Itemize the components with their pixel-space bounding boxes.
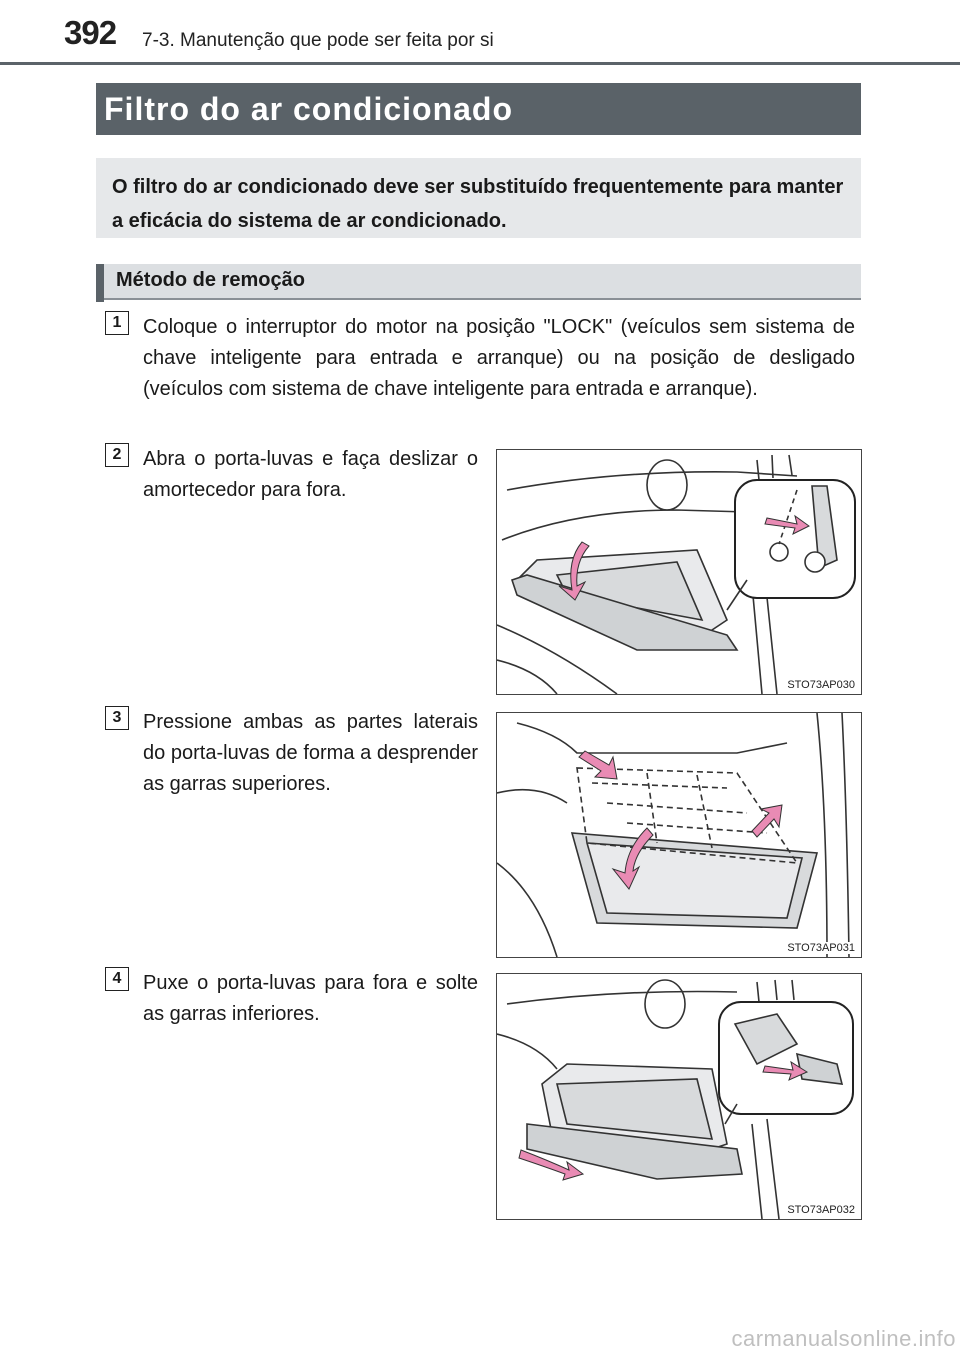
figure-glovebox-open: [496, 449, 862, 695]
section-title: 7-3. Manutenção que pode ser feita por si: [142, 30, 494, 51]
sub-heading: Método de remoção: [96, 264, 861, 300]
step-text-3: Pressione ambas as partes laterais do porta-luvas de forma a desprender as garras superiores.: [143, 711, 478, 795]
figure-glovebox-pull: [496, 973, 862, 1220]
figure-code-3: STO73AP031: [787, 942, 855, 954]
page-number: 392: [64, 14, 117, 51]
step-text-4: Puxe o porta-luvas para fora e solte as garras inferiores.: [143, 972, 478, 1025]
step-text-1: Coloque o interruptor do motor na posição "LOCK" (veículos sem sistema de chave inteligente para entrada e arranque) ou na posição de desligado (veículos com sistema de chave inteligente para entrada e arranque).: [143, 316, 855, 400]
figure-code-2: STO73AP030: [787, 679, 855, 691]
page-title: Filtro do ar condicionado: [96, 83, 861, 135]
step-number-2: 2: [105, 443, 129, 467]
step-number-1: 1: [105, 311, 129, 335]
intro-note: O filtro do ar condicionado deve ser substituído frequentemente para manter a eficácia do sistema de ar condicionado.: [96, 158, 861, 238]
figure-code-4: STO73AP032: [787, 1204, 855, 1216]
watermark: carmanualsonline.info: [731, 1326, 956, 1351]
header-rule: [0, 62, 960, 65]
figure-glovebox-sides: [496, 712, 862, 958]
step-number-4: 4: [105, 967, 129, 991]
step-text-2: Abra o porta-luvas e faça deslizar o amortecedor para fora.: [143, 448, 478, 501]
step-number-3: 3: [105, 706, 129, 730]
